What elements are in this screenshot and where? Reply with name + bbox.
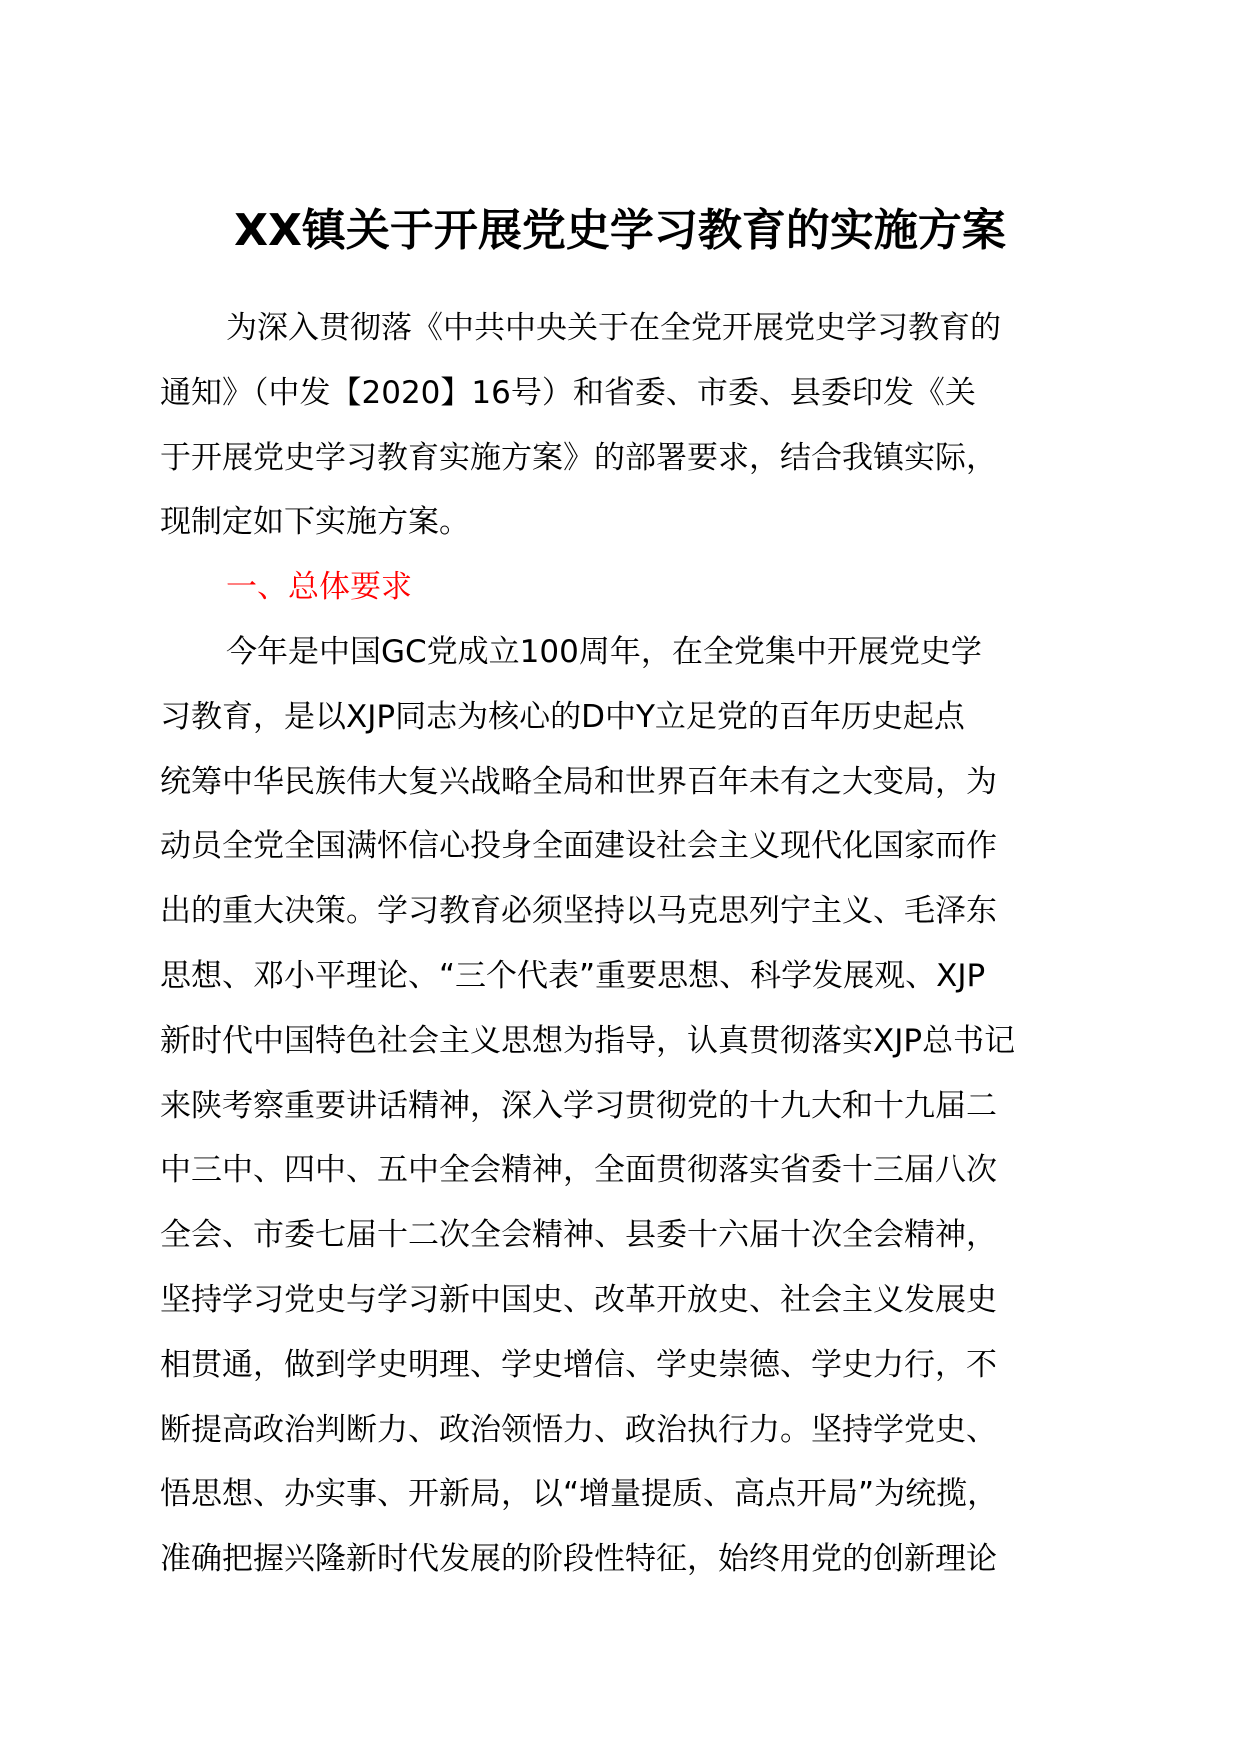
intro-line: 现制定如下实施方案。: [160, 504, 470, 541]
intro-line: 为深入贯彻落《中共中央关于在全党开展党史学习教育的: [226, 310, 1001, 346]
paragraph-line: 断提高政治判断力、政治领悟力、政治执行力。坚持学党史、: [160, 1411, 997, 1448]
paragraph-line: 全会、市委七届十二次全会精神、县委十六届十次全会精神，: [160, 1217, 997, 1254]
paragraph-line: 思想、邓小平理论、“三个代表”重要思想、科学发展观、XJP: [160, 957, 986, 994]
paragraph-line: 悟思想、办实事、开新局，以“增量提质、高点开局”为统揽，: [160, 1476, 999, 1513]
intro-line: 通知》（中发【2020】16号）和省委、市委、县委印发《关: [160, 374, 976, 411]
paragraph-line: 动员全党全国满怀信心投身全面建设社会主义现代化国家而作: [160, 828, 997, 865]
paragraph-line: 坚持学习党史与学习新中国史、改革开放史、社会主义发展史: [160, 1281, 997, 1318]
paragraph-line: 相贯通，做到学史明理、学史增信、学史崇德、学史力行，不: [160, 1346, 997, 1383]
document-body: [160, 296, 1110, 1592]
paragraph-line: 统筹中华民族伟大复兴战略全局和世界百年未有之大变局，为: [160, 763, 997, 800]
section-heading: 一、总体要求: [226, 569, 412, 606]
paragraph-line: 出的重大决策。学习教育必须坚持以马克思列宁主义、毛泽东: [160, 893, 997, 930]
paragraph-line: 习教育，是以XJP同志为核心的D中Y立足党的百年历史起点: [160, 698, 965, 735]
document-title: XX镇关于开展党史学习教育的实施方案: [234, 205, 1006, 256]
paragraph-line: 准确把握兴隆新时代发展的阶段性特征，始终用党的创新理论: [160, 1541, 997, 1578]
paragraph-line: 来陕考察重要讲话精神，深入学习贯彻党的十九大和十九届二: [160, 1087, 997, 1124]
paragraph-line: 中三中、四中、五中全会精神，全面贯彻落实省委十三届八次: [160, 1152, 997, 1189]
paragraph-line: 今年是中国GC党成立100周年，在全党集中开展党史学: [226, 633, 982, 670]
paragraph-line: 新时代中国特色社会主义思想为指导，认真贯彻落实XJP总书记: [160, 1022, 1016, 1059]
intro-line: 于开展党史学习教育实施方案》的部署要求，结合我镇实际，: [160, 439, 997, 476]
